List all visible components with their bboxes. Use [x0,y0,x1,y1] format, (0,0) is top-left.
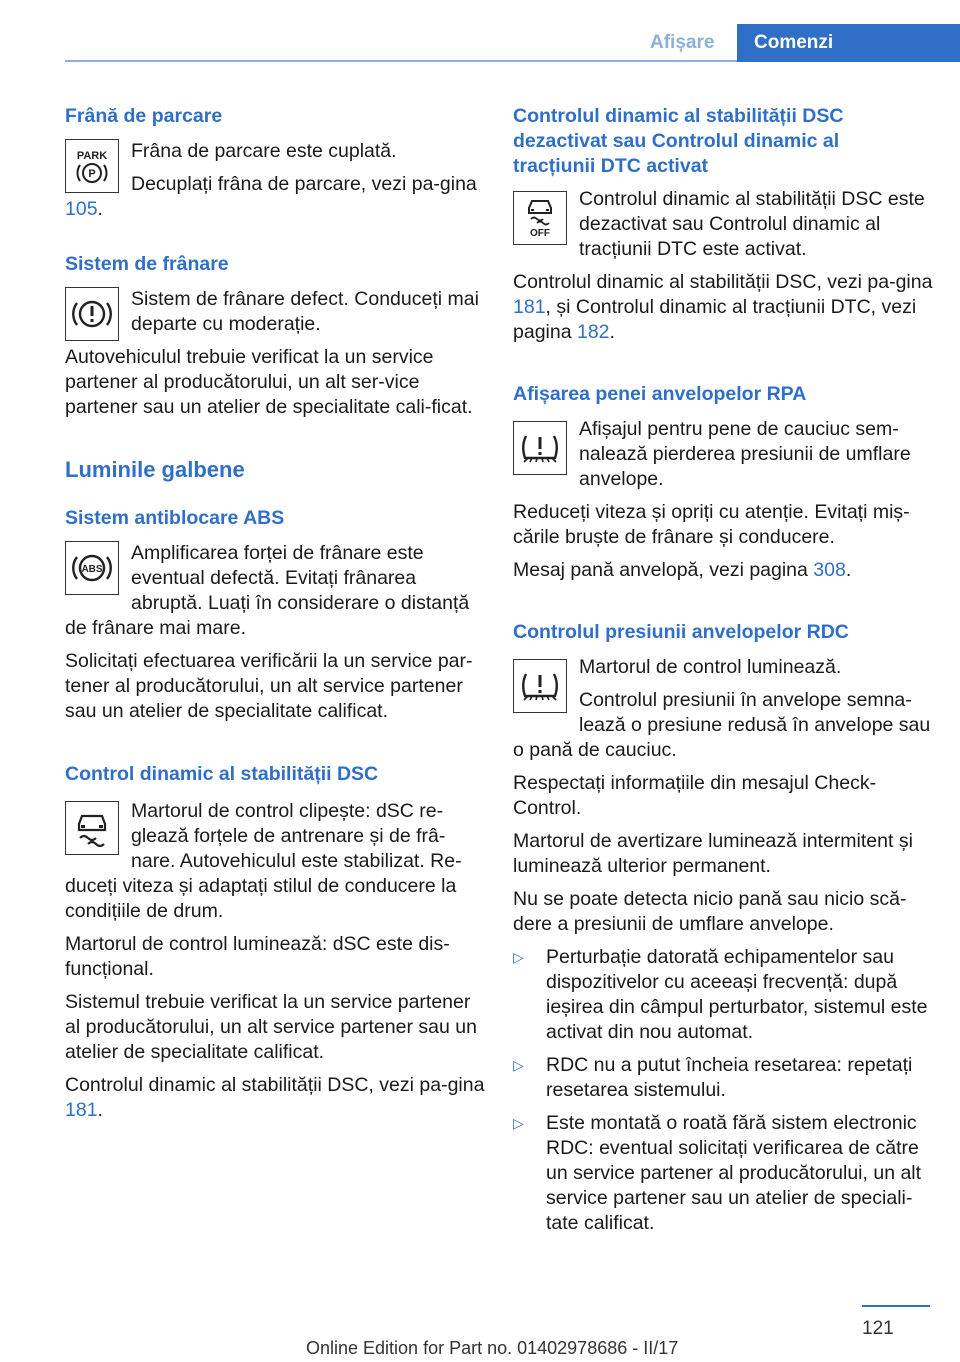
heading-frana-parcare: Frână de parcare [65,105,223,127]
rpa-text-1: Afișajul pentru pene de cauciuc sem-nalează pierderea presiunii de umflare anvelope. [579,418,911,490]
dsc-off-icon [513,191,567,245]
page-number: 121 [862,1318,894,1339]
dsc-text-2: Martorul de control luminează: dSC este dis-funcțional. [65,933,450,980]
frana-text-1: Frâna de parcare este cuplată. [131,140,397,162]
abs-text-1: Amplificarea forței de frânare este eventual defectă. Evitați frânarea abruptă. Luați în considerare o distanță de frânare mai mare. [65,542,470,639]
abs-text-2: Solicitați efectuarea verificării la un service par-tener al producătorului, un alt service partener sau un atelier de specialitate calificat. [65,650,473,722]
page-link-105[interactable]: 105 [65,198,98,220]
sistem-text-1: Sistem de frânare defect. Conduceți mai departe cu moderație. [131,288,479,335]
page-link-308[interactable]: 308 [813,559,846,581]
heading-rpa: Afișarea penei anvelopelor RPA [513,383,807,405]
rpa-text-3: Mesaj pană anvelopă, vezi pagina 308. [513,559,852,581]
bullet-marker: ▷ [513,1115,524,1131]
rdc-text-1: Martorul de control luminează. [579,656,842,678]
page-link-182[interactable]: 182 [576,321,610,343]
abs-icon [65,541,119,595]
dsc-car-skid-icon [65,801,119,855]
list-item: ▷ RDC nu a putut încheia resetarea: repetați resetarea sistemului. [513,1054,913,1101]
abs-icon-label: ABS [81,564,103,575]
tire-pressure-icon [513,659,567,713]
dsc-off-icon-label: OFF [530,228,550,239]
tab-comenzi[interactable]: Comenzi [737,24,960,62]
rdc-bullet-list [513,945,933,1236]
tab-afisare[interactable]: Afișare [650,32,715,53]
list-item: ▷ Este montată o roată fără sistem electronic RDC: eventual solicitați verificarea de către un service partener al producătorului, un alt service partener sau un atelier de speciali-tate calificat. [513,1112,922,1234]
dsc-text-1: Martorul de control clipește: dSC re-glează forțele de antrenare și de frâ-nare. Autovehiculul este stabilizat. Re-duceți viteza și adaptați stilul de conducere la condițiile de drum. [65,800,462,922]
block-rdc [513,655,933,1236]
bullet-marker: ▷ [513,949,524,965]
block-sistem [65,287,485,420]
page-link-181[interactable]: 181 [513,296,546,318]
footer-rule [862,1305,930,1307]
tire-warning-icon [513,421,567,475]
dsc-off-text-2: Controlul dinamic al stabilității DSC, vezi pa-gina 181, și Controlul dinamic al tracțiunii DTC, vezi pagina 182. [513,271,933,343]
heading-sistem-franare: Sistem de frânare [65,253,229,275]
frana-text-2: Decuplați frâna de parcare, vezi pa-gina 105. [65,173,477,220]
heading-luminile-galbene: Luminile galbene [65,457,245,482]
rdc-text-3: Respectați informațiile din mesajul Check-Control. [513,772,877,819]
page-link-181[interactable]: 181 [65,1099,98,1121]
block-abs [65,541,485,724]
dsc-off-text-1: Controlul dinamic al stabilității DSC este dezactivat sau Controlul dinamic al tracțiunii DTC este activat. [579,188,925,260]
edition-note: Online Edition for Part no. 01402978686 - II/17 [306,1338,679,1358]
list-item: ▷ Perturbație datorată echipamentelor sau dispozitivelor cu aceeași frecvență: după ieșirea din câmpul perturbator, sistemul este activat din nou automat. [513,946,928,1043]
svg-text:P: P [88,168,96,180]
brake-warning-icon [65,287,119,341]
rdc-text-5: Nu se poate detecta nicio pană sau nicio scă-dere a presiunii de umflare anvelope. [513,888,907,935]
block-rpa [513,417,933,583]
heading-dsc: Control dinamic al stabilității DSC [65,763,379,785]
block-frana [65,139,485,222]
bullet-marker: ▷ [513,1057,524,1073]
block-dsc [65,799,485,1123]
rdc-text-4: Martorul de avertizare luminează intermitent și luminează ulterior permanent. [513,830,913,877]
heading-rdc: Controlul presiunii anvelopelor RDC [513,621,849,643]
dsc-text-4: Controlul dinamic al stabilității DSC, vezi pa-gina 181. [65,1074,485,1121]
rdc-text-2: Controlul presiunii în anvelope semna-lează o presiune redusă în anvelope sau o pană de cauciuc. [513,689,931,761]
block-dsc-off [513,187,933,345]
sistem-text-2: Autovehiculul trebuie verificat la un service partener al producătorului, un alt ser-vice partener sau un atelier de specialitate cali-ficat. [65,346,473,418]
dsc-text-3: Sistemul trebuie verificat la un service partener al producătorului, un alt service partener sau un atelier de specialitate calificat. [65,991,477,1063]
rpa-text-2: Reduceți viteza și opriți cu atenție. Evitați miș-cările bruște de frânare și conducere. [513,501,910,548]
heading-abs: Sistem antiblocare ABS [65,507,285,529]
left-column [65,104,485,1123]
park-brake-icon [65,139,119,193]
park-icon-label: PARK [76,150,108,162]
right-column [513,104,933,1236]
heading-dsc-off: Controlul dinamic al stabilității DSC dezactivat sau Controlul dinamic al tracțiunii DTC activat [513,105,844,177]
